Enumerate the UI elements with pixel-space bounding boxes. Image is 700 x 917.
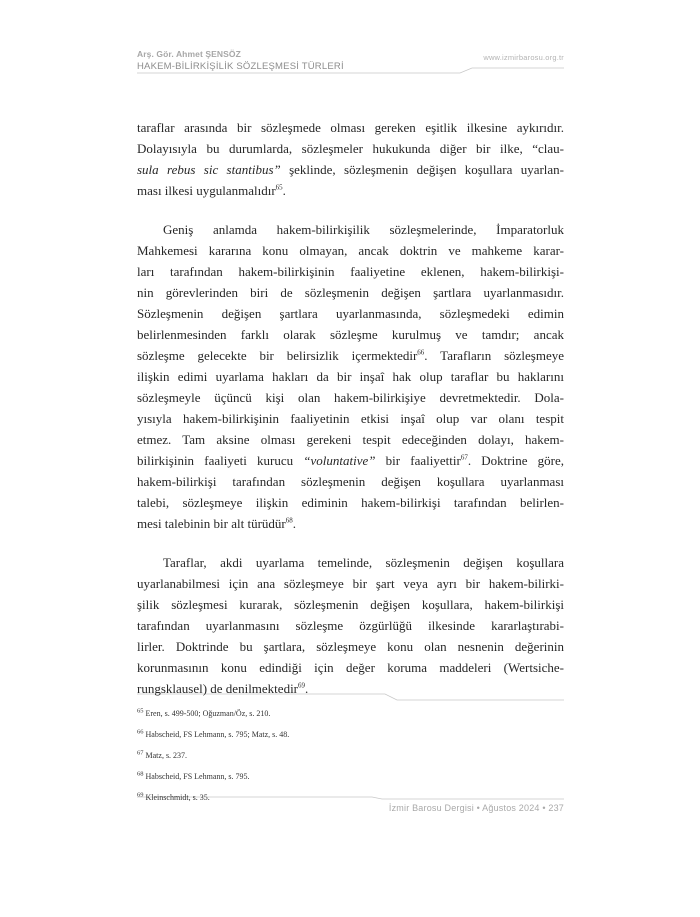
page-footer: İzmir Barosu Dergisi • Ağustos 2024 • 237 [388,803,564,813]
text-line: korunmasının konu edindiği için değer koruma maddeleri (Wertsiche- [137,660,564,675]
footnote-number: 68 [137,770,144,778]
text-line: belirlenmesinden farklı olarak sözleşme kurulmuş ve tamdır; ancak [137,327,564,342]
text-fragment: mesi talebinin bir alt türüdür [137,516,286,531]
paragraph-2 [137,219,564,534]
footnote-ref-69[interactable]: 69 [298,681,306,690]
header-author: Arş. Gör. Ahmet ŞENSÖZ [137,49,241,59]
text-fragment: . Doktrine göre, [467,453,564,468]
text-line: talebi, sözleşmeye ilişkin ediminin hakem-bilirkişi tarafından belirlen- [137,495,564,510]
footnote-67 [137,745,564,766]
footnote-text: Kleinschmidt, s. 35. [145,793,210,802]
footnotes [137,703,564,808]
header-article-title: HAKEM-BİLİRKİŞİLİK SÖZLEŞMESİ TÜRLERİ [137,61,344,72]
text-line: rungsklausel) de denilmektedir$^{69}$. [137,681,309,696]
text-line: taraflar arasında bir sözleşmede olması gereken eşitlik ilkesine aykırıdır. [137,120,564,135]
header-url[interactable]: www.izmirbarosu.org.tr [483,53,564,62]
article-body [137,117,564,717]
text-line: Geniş anlamda hakem-bilirkişilik sözleşmelerinde, İmparatorluk [163,222,564,237]
text-fragment: bir faaliyettir [375,453,461,468]
paragraph-3 [137,552,564,699]
text-line: tarafından uyarlanmasını sözleşme özgürlüğü ilkesinde kararlaştırabi- [137,618,564,633]
text-line: nin görevlerinden biri de sözleşmenin değişen şartlara uyarlanmasıdır. [137,285,564,300]
text-fragment: sözleşme gelecekte bir belirsizlik içermektedir [137,348,418,363]
footnote-65 [137,703,564,724]
text-line: Sözleşmenin değişen şartlara uyarlanmasında, sözleşmedeki edimin [137,306,564,321]
footnote-text: Habscheid, FS Lehmann, s. 795. [145,772,250,781]
latin-term: sula rebus sic stantibus” [137,162,281,177]
text-line [137,159,564,180]
footnote-ref-65[interactable]: 65 [275,183,283,192]
text-line: Mahkemesi kararına konu olmayan, ancak doktrin ve mahkeme karar- [137,243,564,258]
paragraph-1 [137,117,564,201]
footnote-ref-66[interactable]: 66 [417,348,425,357]
text-line [137,345,564,366]
footnote-66 [137,724,564,745]
text-line: mesi talebinin bir alt türüdür$^{68}$. [137,516,296,531]
footnote-ref-67[interactable]: 67 [460,453,468,462]
text-line: lirler. Doktrinde bu şartlara, sözleşmeye konu olan nesnenin değerinin [137,639,564,654]
footnote-number: 66 [137,728,144,736]
footnote-number: 65 [137,707,144,715]
footnote-ref-68[interactable]: 68 [285,516,293,525]
text-line: ilişkin edimi uyarlama hakları da bir inşaî hak olup taraflar bu haklarını [137,369,564,384]
text-fragment: rungsklausel) de denilmektedir [137,681,299,696]
footnote-68 [137,766,564,787]
footnote-text: Habscheid, FS Lehmann, s. 795; Matz, s. 48. [145,730,290,739]
footnote-text: Matz, s. 237. [145,751,188,760]
latin-term: “voluntative” [303,453,376,468]
text-line: sözleşmeyle üçüncü kişi olan hakem-bilirkişiye devretmektedir. Dola- [137,390,564,405]
text-fragment: bilirkişinin faaliyeti kurucu [137,453,304,468]
text-line: şilik sözleşmesi kurarak, sözleşmenin değişen koşullara, hakem-bilirkişi [137,597,564,612]
text-line: ları tarafından hakem-bilirkişinin faaliyetine eklenen, hakem-bilirkişi- [137,264,564,279]
footnote-number: 67 [137,749,144,757]
text-line: Taraflar, akdi uyarlama temelinde, sözleşmenin değişen koşullara [163,555,564,570]
text-fragment: ması ilkesi uygulanmalıdır [137,183,276,198]
text-line: uyarlanabilmesi için ana sözleşmeye bir şart veya ayrı bir hakem-bilirki- [137,576,564,591]
footnote-number: 69 [137,791,144,799]
text-line [137,450,564,471]
text-line: yısıyla hakem-bilirkişinin faaliyetinin etkisi inşaî olup var olanı tespit [137,411,564,426]
text-fragment: şeklinde, sözleşmenin değişen koşullara uyarlan- [280,162,564,177]
text-fragment: . Tarafların sözleşmeye [424,348,564,363]
text-line: etmez. Tam aksine olması gerekeni tespit edeceğinden dolayı, hakem- [137,432,564,447]
text-line: hakem-bilirkişi tarafından sözleşmenin değişen koşullara uyarlanması [137,474,564,489]
footnote-text: Eren, s. 499-500; Oğuzman/Öz, s. 210. [145,709,271,718]
text-line: Dolayısıyla bu durumlarda, sözleşmeler hukukunda diğer bir ilke, “clau- [137,141,564,156]
text-line: ması ilkesi uygulanmalıdır$^{65}$. [137,183,286,198]
